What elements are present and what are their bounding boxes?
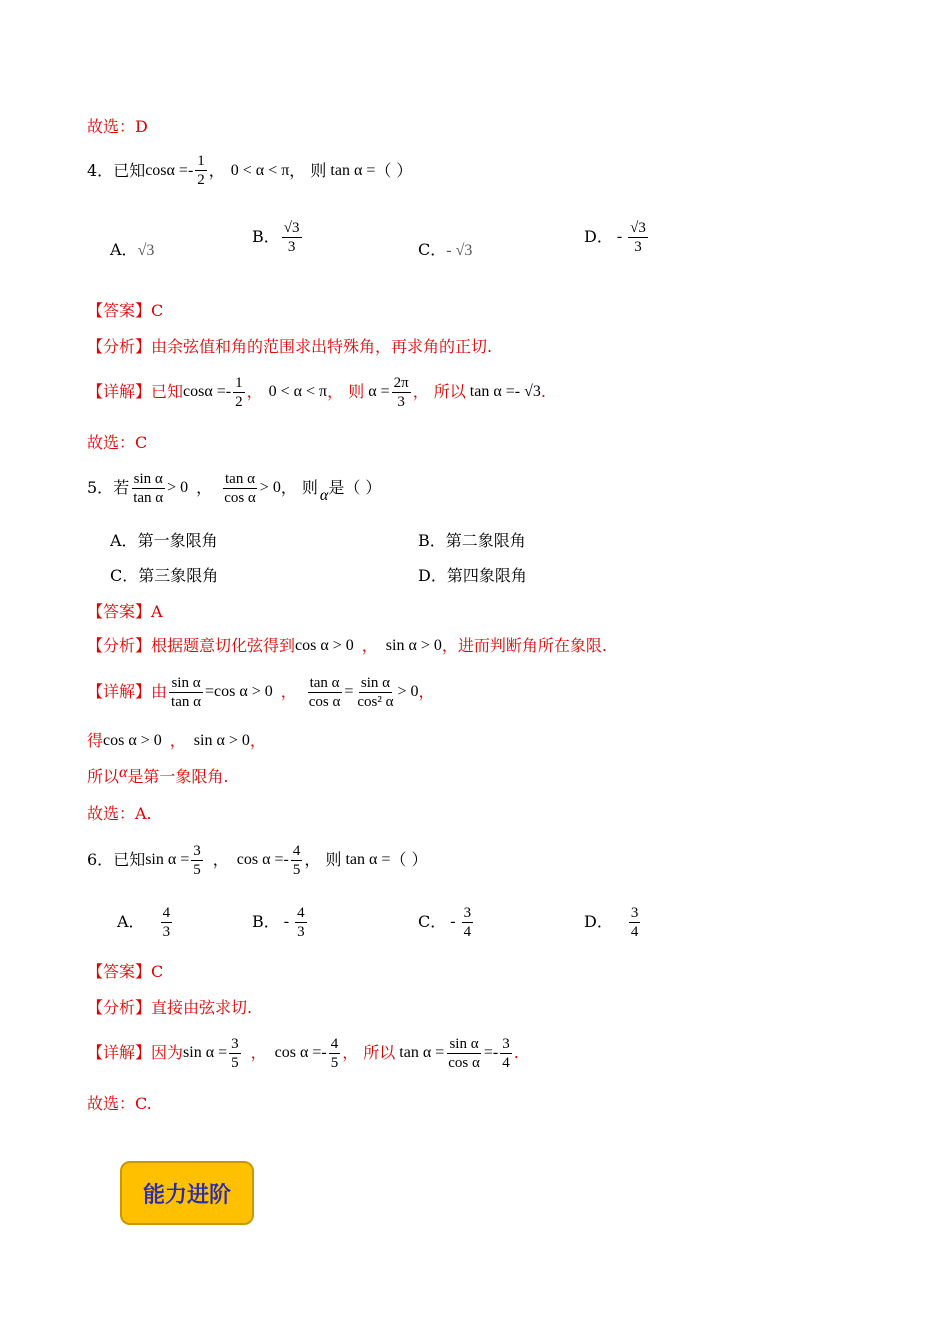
option-a: A．第一象限角 [110, 531, 218, 550]
answer-blank: （ ） [390, 850, 428, 869]
gt-zero: > 0 [167, 479, 189, 496]
known-text: 已知 [113, 160, 146, 180]
answer-q4: 【答案】C [87, 301, 164, 320]
then-text: ， 则 [304, 850, 342, 869]
option-value: √3 [137, 242, 155, 259]
conclusion-q4: 故选：C [87, 433, 148, 452]
option-d: D．第四象限角 [418, 566, 527, 585]
detail-q5-line2: 得 cos α > 0 ， sin α > 0 ， [87, 731, 266, 750]
fraction-sin-tan: $\frac{\text{sin α}}{\text{tan α}}$ [133, 470, 164, 506]
detail-q4: 【详解】 已知 cosα =- $\frac{1}{2}$ ， 0 < α < π ， 则 α = $\frac{2\pi}{3}$ ， 所以 tan α =- √3 . [87, 374, 546, 410]
question-5: 5． 若 $\frac{\text{sin α}}{\text{tan α}}$ > 0 ， $\frac{\text{tan α}}{\text{cos α}}$ > 0 ， 则 α 是（ ） [87, 470, 382, 506]
option-b: B．第二象限角 [418, 531, 526, 550]
detail-q5: 【详解】 由 $\frac{\text{sin α}}{\text{tan α}}$ =cos α > 0 ， $\frac{\text{tan α}}{\text{cos α}}$ = $\frac{\text{sin α}}{\text{cos² α}}$ > 0 ， [87, 674, 435, 710]
option-fraction: $\frac{√3}{3}$ [283, 219, 300, 255]
minus-sign: - [616, 228, 623, 245]
gt-zero: > 0 [259, 479, 281, 496]
if-text: 若 [113, 478, 130, 497]
section-title: 能力进阶 [142, 1182, 231, 1208]
section-title-badge [120, 1161, 254, 1225]
option-a [110, 240, 154, 261]
fraction-tan-cos: $\frac{\text{tan α}}{\text{cos α}}$ [224, 470, 256, 506]
option-value: - √3 [446, 242, 473, 259]
question-number: 4． [87, 160, 114, 180]
option-c: C． - $\frac{3}{4}$ [418, 904, 472, 940]
answer-blank: （ ） [375, 160, 413, 180]
option-label: D． [584, 227, 613, 246]
option-fraction: $\frac{√3}{3}$ [630, 219, 646, 255]
option-label: C． [418, 240, 447, 259]
option-b: B． - $\frac{4}{3}$ [252, 904, 305, 940]
conclusion-q5: 故选：A. [87, 804, 152, 823]
answer-blank: 是（ ） [328, 478, 382, 497]
option-c: C．第三象限角 [110, 566, 219, 585]
then-text: ， 则 [289, 160, 327, 180]
question-6: 6． 已知 sin α = $\frac{3}{5}$ ， cos α =- $\frac{4}{5}$ ， 则 tan α = （ ） [87, 842, 428, 878]
fraction-three-fifths: $\frac{3}{5}$ [193, 842, 201, 878]
question-4 [87, 152, 412, 189]
question-number: 5． [87, 478, 114, 497]
option-label: A． [110, 240, 138, 259]
question-number: 6． [87, 850, 114, 869]
option-c [418, 240, 472, 261]
analysis-q6: 【分析】直接由弦求切. [87, 998, 253, 1017]
detail-q6: 【详解】 因为 sin α = $\frac{3}{5}$ ， cos α =- $\frac{4}{5}$ ， 所以 tan α = $\frac{\text{sin α}}{\text{cos α}}$ =- $\frac{3}{4}$ . [87, 1035, 519, 1071]
option-b [252, 215, 304, 259]
analysis-q5: 【分析】 根据题意切化弦得到 cos α > 0 ， sin α > 0 ，进而判断角所在象限. [87, 636, 607, 655]
option-d [584, 215, 650, 259]
cos-expression: cosα =- [145, 161, 194, 179]
detail-q5-line3: 所以 α 是第一象限角. [87, 764, 229, 786]
fraction-four-fifths: $\frac{4}{5}$ [292, 842, 301, 878]
alpha-range: 0 < α < π [230, 161, 290, 179]
known-text: 已知 [113, 850, 146, 869]
tan-expression: tan α = [330, 161, 376, 179]
sin-expression: sin α = [145, 851, 190, 868]
then-text: ， 则 [280, 478, 318, 497]
option-d: D． $\frac{3}{4}$ [584, 904, 639, 940]
comma: ， [208, 160, 225, 180]
alpha: α [319, 487, 329, 504]
cos-expression: cos α =- [236, 851, 289, 868]
option-label: B． [252, 227, 280, 246]
tan-expression: tan α = [345, 851, 391, 868]
fraction-one-half: $\frac{1}{2}$ [197, 153, 205, 188]
conclusion-q3: 故选：D [87, 117, 148, 136]
conclusion-q6: 故选：C. [87, 1094, 152, 1113]
analysis-q4: 【分析】由余弦值和角的范围求出特殊角，再求角的正切. [87, 337, 493, 356]
answer-q6: 【答案】C [87, 962, 164, 981]
answer-q5: 【答案】A [87, 602, 163, 621]
option-a: A． $\frac{4}{3}$ [117, 904, 171, 940]
